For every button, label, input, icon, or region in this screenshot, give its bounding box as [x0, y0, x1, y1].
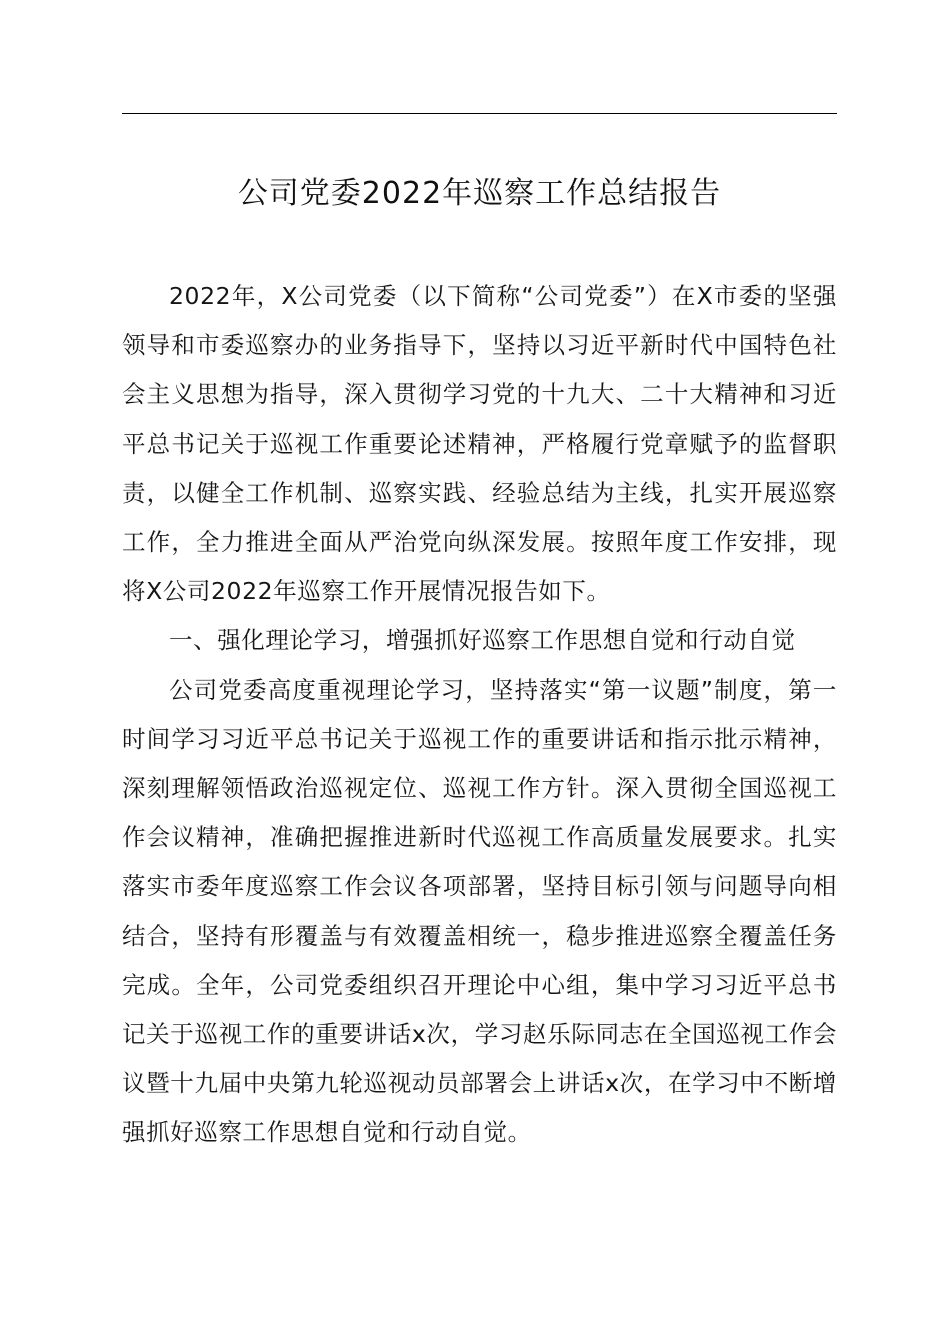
section-heading-1: 一、强化理论学习，增强抓好巡察工作思想自觉和行动自觉 [169, 626, 796, 655]
document-title: 公司党委2022年巡察工作总结报告 [237, 176, 722, 211]
section-1-paragraph: 公司党委高度重视理论学习，坚持落实“第一议题”制度，第一时间学习习近平总书记关于巡视工作的重要讲话和指示批示精神，深刻理解领悟政治巡视定位、巡视工作方针。深入贯彻全国巡视工作会议精神，准确把握推进新时代巡视工作高质量发展要求。扎实落实市委年度巡察工作会议各项部署，坚持目标引领与问题导向相结合，坚持有形覆盖与有效覆盖相统一，稳步推进巡察全覆盖任务完成。全年，公司党委组织召开理论中心组，集中学习习近平总书记关于巡视工作的重要讲话x次，学习赵乐际同志在全国巡视工作会议暨十九届中央第九轮巡视动员部署会上讲话x次，在学习中不断增强抓好巡察工作思想自觉和行动自觉。 [122, 675, 837, 1147]
intro-paragraph: 2022年，X公司党委（以下简称“公司党委”）在X市委的坚强领导和市委巡察办的业务指导下，坚持以习近平新时代中国特色社会主义思想为指导，深入贯彻学习党的十九大、二十大精神和习近平总书记关于巡视工作重要论述精神，严格履行党章赋予的监督职责，以健全工作机制、巡察实践、经验总结为主线，扎实开展巡察工作，全力推进全面从严治党向纵深发展。按照年度工作安排，现将X公司2022年巡察工作开展情况报告如下。 [122, 282, 837, 606]
header-rule [122, 113, 837, 114]
document-body [122, 272, 837, 1158]
